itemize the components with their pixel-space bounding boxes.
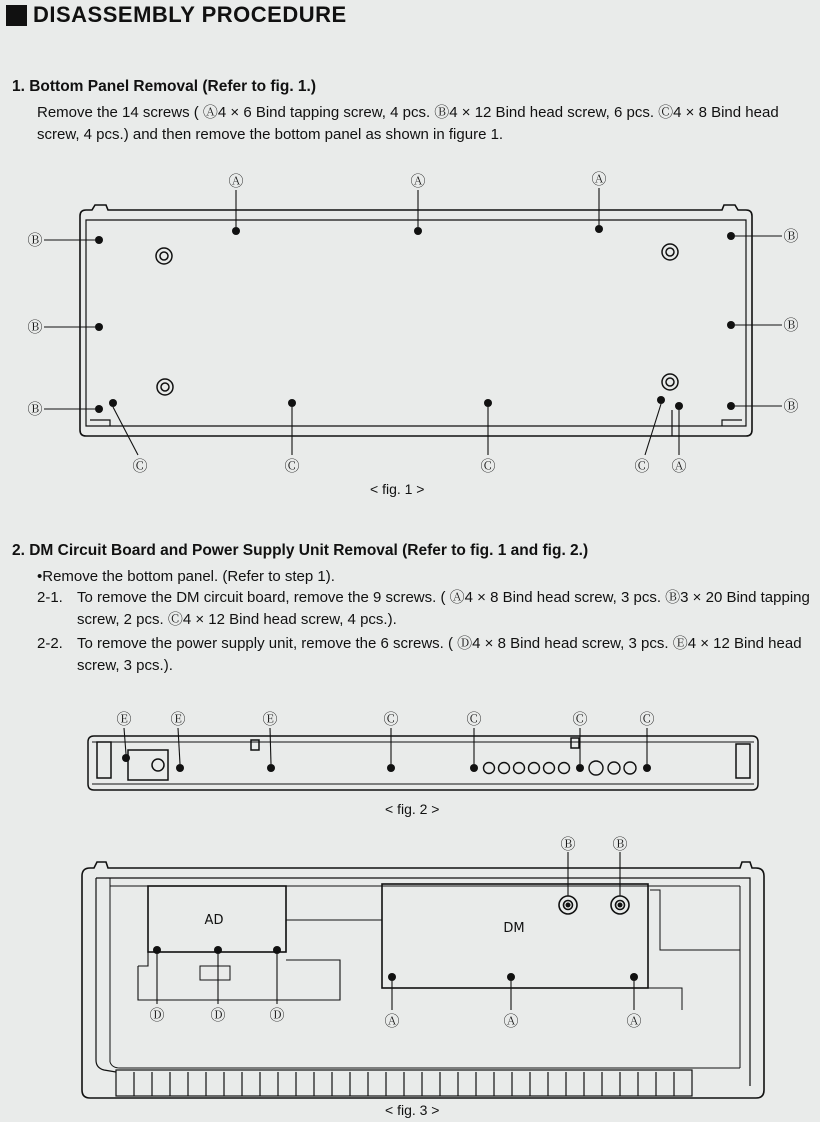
- board-label-dm: DM: [503, 921, 525, 936]
- step-2-1-number: 2-1.: [37, 589, 63, 606]
- fig1-label-A: Ⓐ: [671, 457, 687, 475]
- fig2-label-E: Ⓔ: [116, 710, 132, 728]
- section2-bullet: •Remove the bottom panel. (Refer to step 1).: [37, 568, 335, 585]
- fig2-outer-frame: [88, 736, 758, 790]
- fig1-outer-frame: [80, 205, 752, 436]
- fig3-leader-lines: [157, 852, 634, 1010]
- fig3-label-D: Ⓓ: [269, 1006, 285, 1024]
- fig1-label-B: Ⓑ: [27, 318, 43, 336]
- section1-body: Remove the 14 screws ( Ⓐ4 × 6 Bind tapping screw, 4 pcs. Ⓑ4 × 12 Bind head screw, 6 pcs. Ⓒ4 × 8 Bind head screw, 4 pcs.) and then remove the bottom panel as shown in figure 1.: [37, 104, 779, 143]
- fig3-label-A: Ⓐ: [384, 1012, 400, 1030]
- section1-title: 1. Bottom Panel Removal (Refer to fig. 1.): [12, 78, 317, 95]
- fig1-bottom-panel: [80, 205, 752, 436]
- fig3-keyboard-keys: [116, 1070, 692, 1096]
- page-title: DISASSEMBLY PROCEDURE: [33, 2, 347, 27]
- fig2-caption: < fig. 2 >: [385, 801, 440, 817]
- fig2-screws: [122, 754, 651, 772]
- fig1-screws: [95, 225, 735, 413]
- fig1-label-B: Ⓑ: [783, 316, 799, 334]
- fig1-label-C: Ⓒ: [284, 457, 300, 475]
- step-2-2-text: To remove the power supply unit, remove the 6 screws. ( Ⓓ4 × 8 Bind head screw, 3 pcs. Ⓔ4 × 12 Bind head screw, 3 pcs.).: [77, 635, 802, 674]
- fig1-leader-lines: [44, 188, 782, 455]
- fig3-label-D: Ⓓ: [149, 1006, 165, 1024]
- dm-board: [382, 884, 648, 988]
- section2-title: 2. DM Circuit Board and Power Supply Unit Removal (Refer to fig. 1 and fig. 2.): [12, 542, 589, 559]
- fig1-label-C: Ⓒ: [132, 457, 148, 475]
- board-label-ad: AD: [204, 913, 224, 928]
- fig1-label-A: Ⓐ: [410, 172, 426, 190]
- fig2-label-C: Ⓒ: [383, 710, 399, 728]
- fig2-label-E: Ⓔ: [170, 710, 186, 728]
- fig1-label-A: Ⓐ: [228, 172, 244, 190]
- fig3-label-A: Ⓐ: [626, 1012, 642, 1030]
- fig1-label-B: Ⓑ: [783, 227, 799, 245]
- fig2-label-C: Ⓒ: [639, 710, 655, 728]
- fig3-label-A: Ⓐ: [503, 1012, 519, 1030]
- fig2-side-view: [88, 736, 758, 790]
- fig1-label-B: Ⓑ: [27, 231, 43, 249]
- fig1-inner-frame: [86, 220, 746, 426]
- fig3-interior: [82, 862, 764, 1098]
- step-2-1-text: To remove the DM circuit board, remove the 9 screws. ( Ⓐ4 × 8 Bind head screw, 3 pcs. Ⓑ3 × 20 Bind tapping screw, 2 pcs. Ⓒ4 × 12 Bind head screw, 4 pcs.).: [77, 589, 810, 628]
- fig3-label-B: Ⓑ: [560, 835, 576, 853]
- fig1-label-B: Ⓑ: [27, 400, 43, 418]
- fig2-leader-lines: [124, 728, 647, 764]
- fig3-label-D: Ⓓ: [210, 1006, 226, 1024]
- fig2-label-C: Ⓒ: [572, 710, 588, 728]
- fig2-labels: [116, 710, 654, 728]
- fig2-label-E: Ⓔ: [262, 710, 278, 728]
- fig3-outer-frame: [82, 862, 764, 1098]
- fig1-label-B: Ⓑ: [783, 397, 799, 415]
- fig3-label-B: Ⓑ: [612, 835, 628, 853]
- fig1-bosses: [156, 244, 678, 395]
- fig3-caption: < fig. 3 >: [385, 1102, 440, 1118]
- fig2-jacks: [484, 761, 637, 775]
- fig1-labels: [27, 170, 798, 475]
- step-2-2-number: 2-2.: [37, 635, 63, 652]
- fig1-label-A: Ⓐ: [591, 170, 607, 188]
- fig1-label-C: Ⓒ: [480, 457, 496, 475]
- fig1-caption: < fig. 1 >: [370, 481, 425, 497]
- fig2-label-C: Ⓒ: [466, 710, 482, 728]
- fig1-label-C: Ⓒ: [634, 457, 650, 475]
